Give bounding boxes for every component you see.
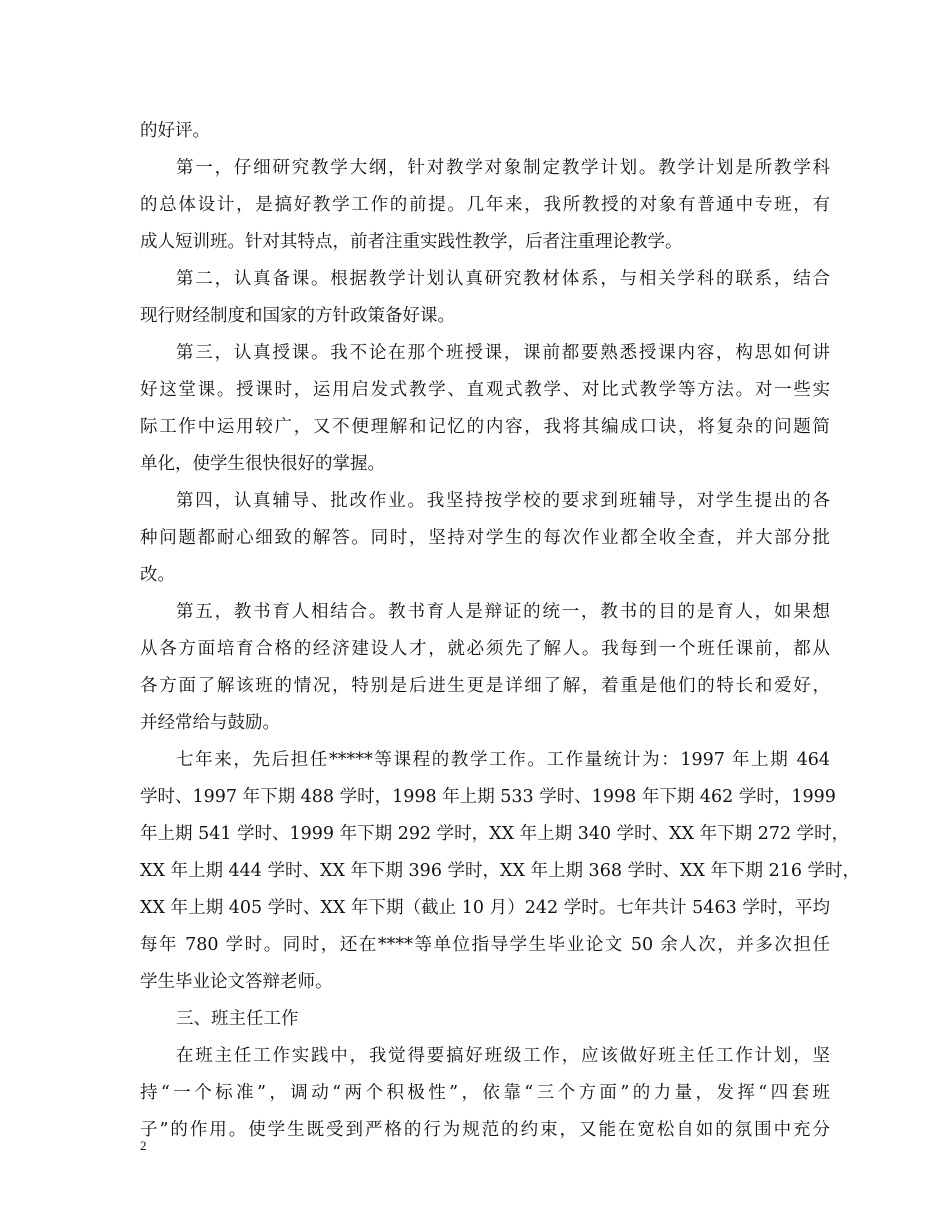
text-line: 年上期 541 学时、1999 年下期 292 学时，XX 年上期 340 学时、XX 年下期 272 学时， <box>140 824 850 844</box>
text-line: 的好评。 <box>140 121 210 141</box>
text-line: 改。 <box>140 565 175 585</box>
text-line: 学生毕业论文答辩老师。 <box>140 972 333 992</box>
text-line: 第四，认真辅导、批改作业。我坚持按学校的要求到班辅导，对学生提出的各 <box>176 491 830 511</box>
text-line: 持“一个标准”，调动“两个积极性”，依靠“三个方面”的力量，发挥“四套班 <box>140 1083 830 1103</box>
text-line: XX 年上期 405 学时、XX 年下期（截止 10 月）242 学时。七年共计 5463 学时，平均 <box>140 898 830 918</box>
text-line: 学时、1997 年下期 488 学时，1998 年上期 533 学时、1998 年下期 462 学时，1999 <box>140 787 836 807</box>
text-line: 第三，认真授课。我不论在那个班授课，课前都要熟悉授课内容，构思如何讲 <box>176 343 830 363</box>
section-heading: 三、班主任工作 <box>176 1009 299 1029</box>
body-text <box>140 113 861 1149</box>
text-line: 各方面了解该班的情况，特别是后进生更是详细了解，着重是他们的特长和爱好， <box>140 676 830 696</box>
text-line: 单化，使学生很快很好的掌握。 <box>140 454 385 474</box>
text-line: 成人短训班。针对其特点，前者注重实践性教学，后者注重理论教学。 <box>140 232 683 252</box>
text-line: 好这堂课。授课时，运用启发式教学、直观式教学、对比式教学等方法。对一些实 <box>140 380 830 400</box>
text-line: 现行财经制度和国家的方针政策备好课。 <box>140 306 455 326</box>
text-line: 第二，认真备课。根据教学计划认真研究教材体系，与相关学科的联系，结合 <box>176 269 830 289</box>
text-line: 种问题都耐心细致的解答。同时，坚持对学生的每次作业都全收全查，并大部分批 <box>140 528 830 548</box>
text-line: 在班主任工作实践中，我觉得要搞好班级工作，应该做好班主任工作计划，坚 <box>176 1046 830 1066</box>
page-number: 2 <box>140 1138 147 1153</box>
text-line: XX 年上期 444 学时、XX 年下期 396 学时，XX 年上期 368 学时、XX 年下期 216 学时， <box>140 861 861 881</box>
text-line: 际工作中运用较广，又不便理解和记忆的内容，我将其编成口诀，将复杂的问题简 <box>140 417 830 437</box>
text-line: 七年来，先后担任*****等课程的教学工作。工作量统计为：1997 年上期 464 <box>176 750 830 770</box>
text-line: 并经常给与鼓励。 <box>140 713 280 733</box>
text-line: 的总体设计，是搞好教学工作的前提。几年来，我所教授的对象有普通中专班，有 <box>140 195 830 215</box>
text-line: 第五，教书育人相结合。教书育人是辩证的统一，教书的目的是育人，如果想 <box>176 602 830 622</box>
text-line: 从各方面培育合格的经济建设人才，就必须先了解人。我每到一个班任课前，都从 <box>140 639 830 659</box>
text-line: 子”的作用。使学生既受到严格的行为规范的约束，又能在宽松自如的氛围中充分 <box>140 1120 830 1140</box>
text-line: 每年 780 学时。同时，还在****等单位指导学生毕业论文 50 余人次，并多次担任 <box>140 935 830 955</box>
text-line: 第一，仔细研究教学大纲，针对教学对象制定教学计划。教学计划是所教学科 <box>176 158 830 178</box>
